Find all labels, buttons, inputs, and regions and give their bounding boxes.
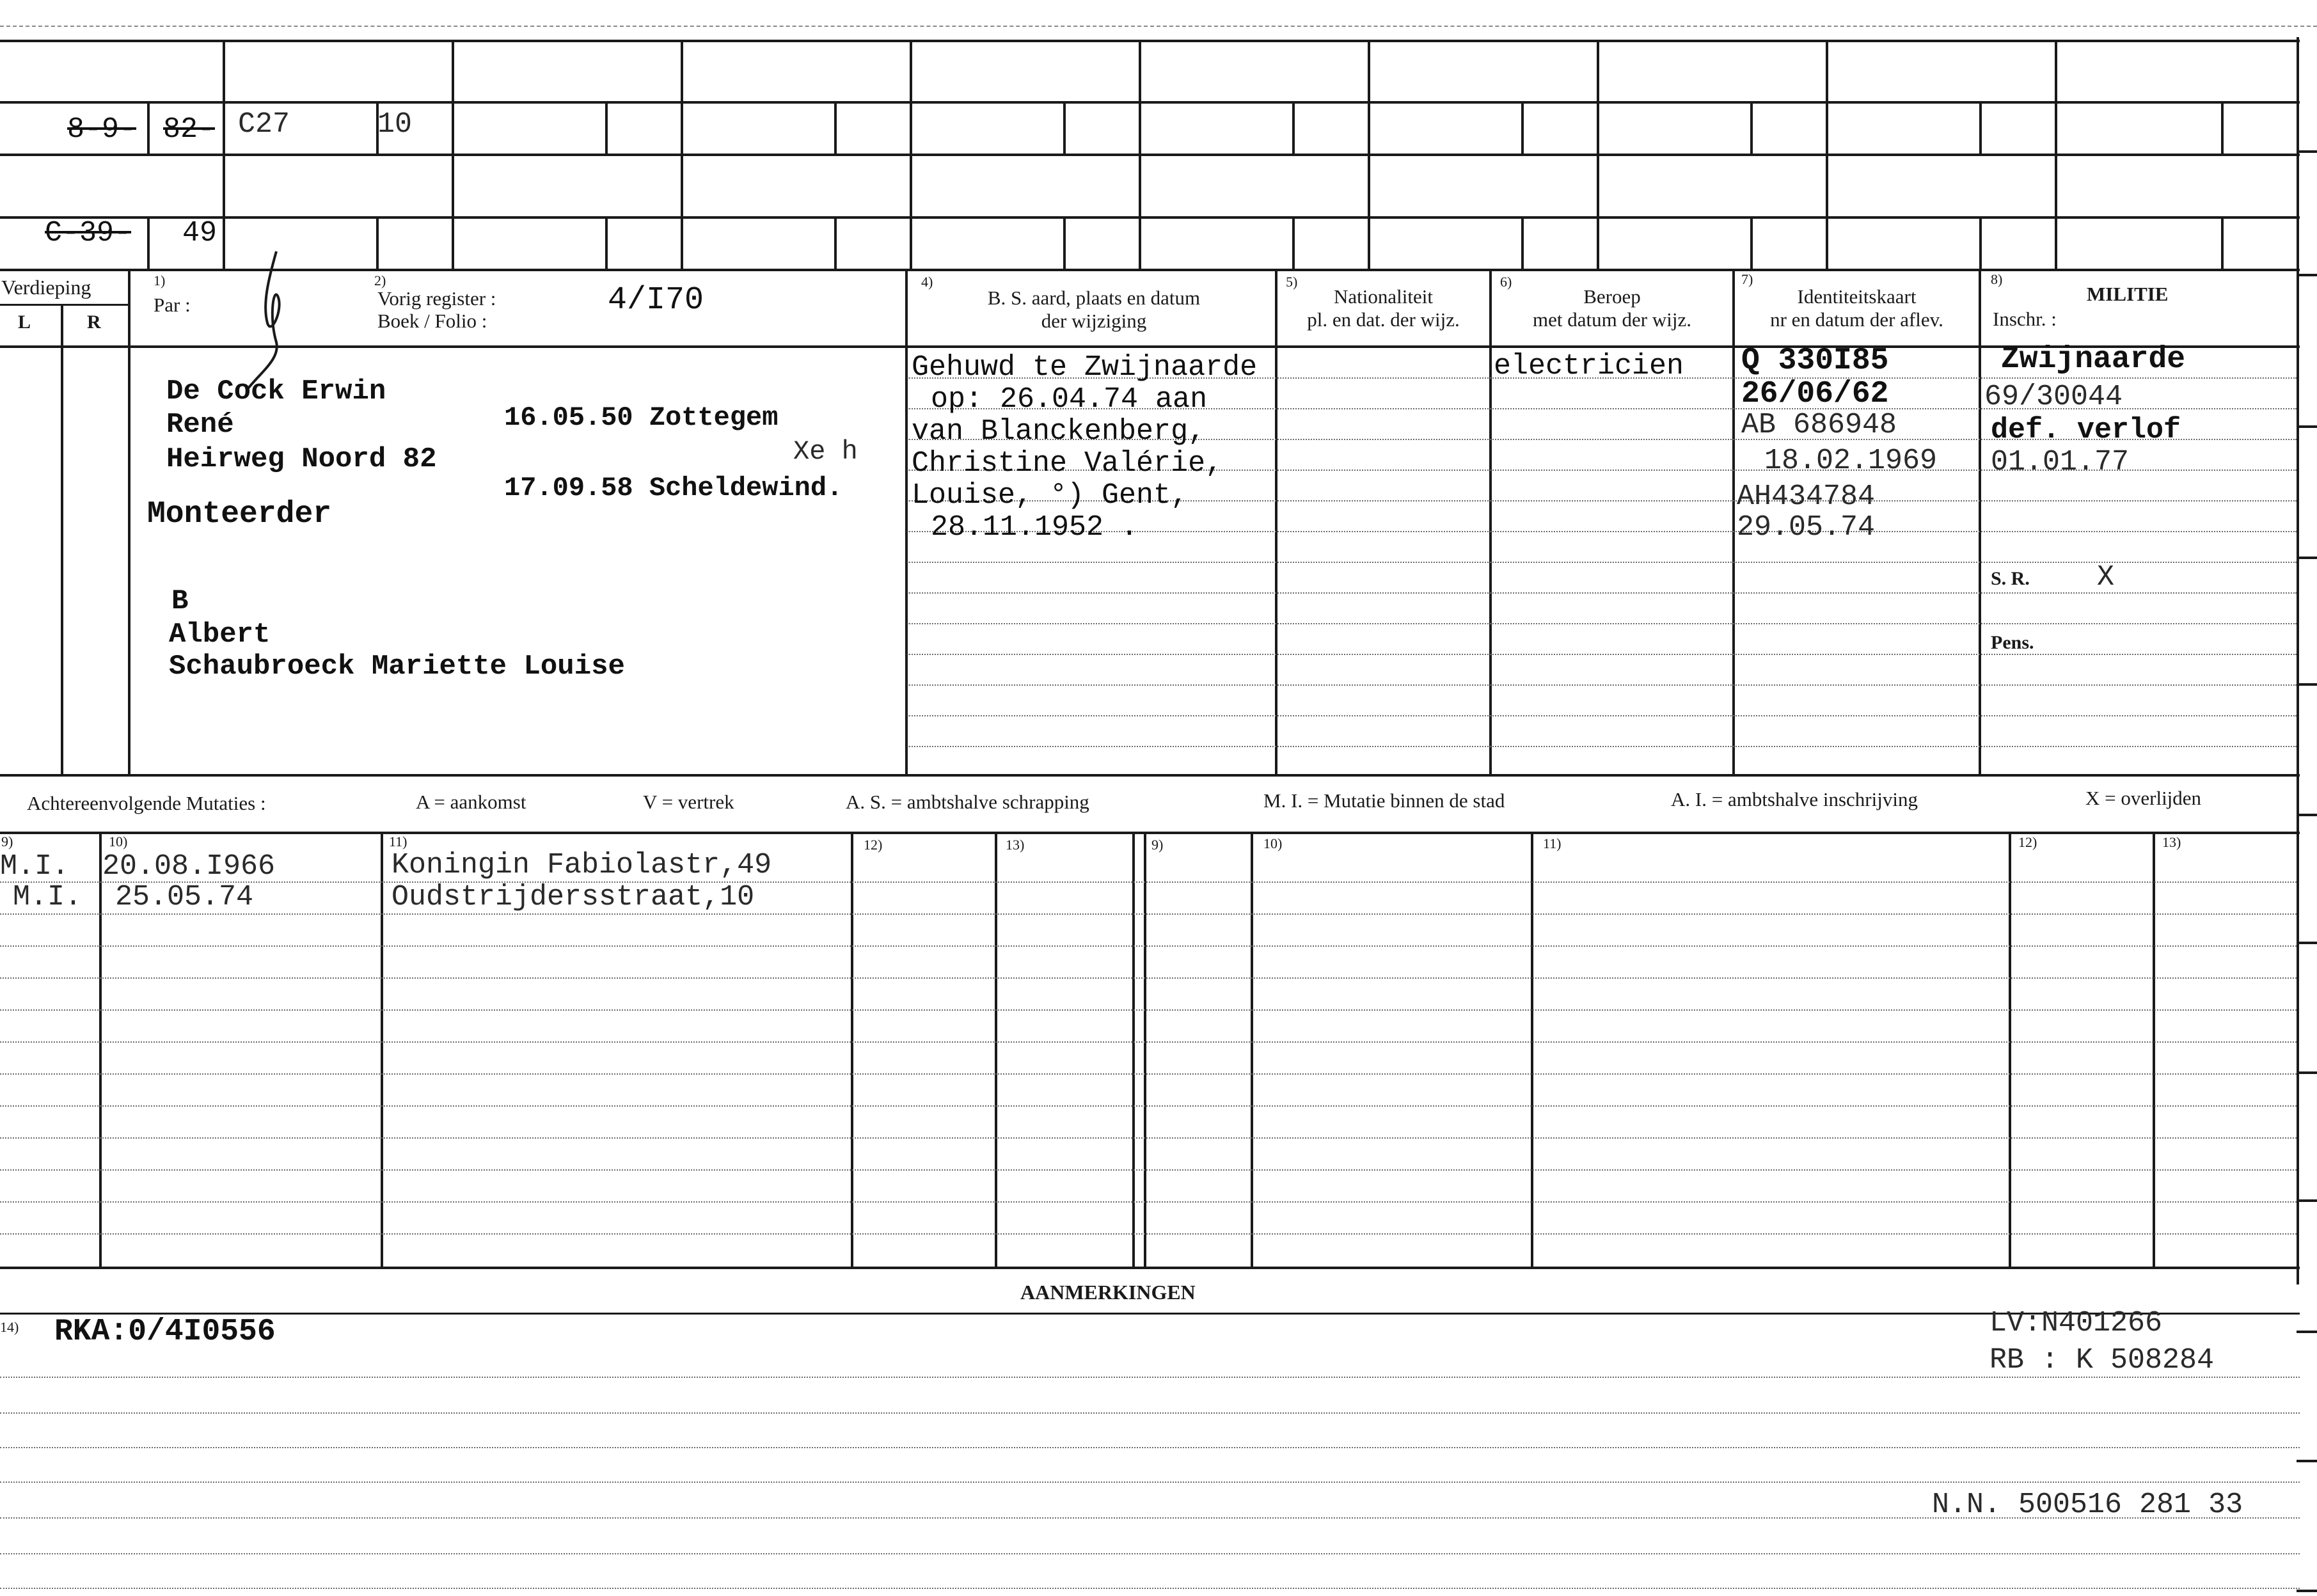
handwritten-stroke — [243, 246, 339, 393]
col-n12-right: 12) — [2018, 834, 2037, 850]
paper-edge — [0, 26, 2317, 27]
militie-code: 69/30044 — [1984, 381, 2123, 413]
header-beroep-line2: met datum der wijz. — [1533, 308, 1691, 331]
header-id-line2: nr en datum der aflev. — [1770, 308, 1943, 331]
identity-line: Q 330I85 — [1741, 344, 1889, 378]
legend-schrapping: A. S. = ambtshalve schrapping — [846, 791, 1089, 813]
legend-title: Achtereenvolgende Mutaties : — [27, 792, 266, 814]
header-militie: MILITIE — [2087, 283, 2169, 305]
col-n10-right: 10) — [1263, 835, 1283, 851]
spouse-code: B — [171, 585, 189, 617]
col-n10: 10) — [109, 834, 128, 849]
col-n12: 12) — [864, 837, 883, 853]
remarks-nn: N.N. 500516 281 33 — [1932, 1489, 2243, 1521]
header-n2: 2) — [374, 273, 386, 288]
header-id-line1: Identiteitskaart — [1797, 285, 1917, 308]
mutation-address: Koningin Fabiolastr,49 — [391, 849, 772, 881]
header-identiteitskaart — [1734, 285, 1980, 331]
remarks-rka: RKA:0/4I0556 — [54, 1315, 276, 1349]
header-verdieping: Verdieping — [1, 276, 91, 299]
top-row1-b: 82- — [163, 113, 216, 146]
header-vorig-register: Vorig register : — [377, 287, 496, 310]
person-occupation: Monteerder — [147, 497, 332, 532]
mutation-address: Oudstrijdersstraat,10 — [391, 881, 755, 913]
person-birth: 16.05.50 Zottegem — [504, 402, 779, 433]
header-bs — [915, 287, 1273, 332]
civil-line: Gehuwd te Zwijnaarde — [912, 351, 1258, 384]
mutation-type: M.I. — [13, 881, 83, 913]
top-row1-d: 10 — [377, 108, 413, 141]
header-nationaliteit — [1276, 285, 1491, 331]
top-row2-a: C-39- — [45, 217, 132, 249]
header-bs-line1: B. S. aard, plaats en datum — [987, 287, 1201, 309]
header-nat-line1: Nationaliteit — [1334, 285, 1433, 308]
remarks-title: AANMERKINGEN — [1020, 1281, 1196, 1304]
header-beroep — [1491, 285, 1734, 331]
col-n9-right: 9) — [1151, 837, 1164, 853]
header-n4: 4) — [921, 274, 933, 290]
header-right: R — [87, 312, 101, 333]
person-first-name: René — [166, 409, 234, 441]
civil-line: op: 26.04.74 aan — [931, 383, 1208, 416]
remarks-n14: 14) — [0, 1319, 19, 1335]
header-boek-folio: Boek / Folio : — [377, 310, 487, 332]
identity-line: AB 686948 — [1741, 409, 1897, 441]
header-inschr: Inschr. : — [1993, 308, 2057, 330]
civil-line: Louise, °) Gent, — [912, 479, 1189, 512]
top-row1-a: 8-9- — [67, 113, 137, 146]
militie-status: def. verlof — [1991, 414, 2181, 446]
militie-sr-value: X — [2097, 561, 2115, 594]
col-n9: 9) — [1, 834, 13, 849]
top-row1-c: C27 — [238, 108, 290, 141]
militie-sr-label: S. R. — [1991, 568, 2030, 589]
beroep-value: electricien — [1494, 350, 1684, 383]
top-row2-b: 49 — [182, 217, 217, 249]
header-beroep-line1: Beroep — [1583, 285, 1641, 308]
header-n7: 7) — [1741, 271, 1753, 287]
spouse-first-name: Albert — [169, 619, 271, 651]
col-n13-right: 13) — [2162, 834, 2181, 850]
col-n11-right: 11) — [1543, 835, 1562, 851]
civil-line: van Blanckenberg, — [912, 415, 1206, 448]
remarks-lv: LV:N401266 — [1989, 1307, 2163, 1339]
identity-line: 29.05.74 — [1737, 511, 1876, 544]
header-n6: 6) — [1500, 274, 1512, 290]
header-n1: 1) — [154, 273, 166, 288]
identity-line: AH434784 — [1737, 480, 1876, 513]
person-mark: Xe h — [793, 436, 858, 467]
legend-mutatie: M. I. = Mutatie binnen de stad — [1263, 789, 1505, 812]
militie-place: Zwijnaarde — [2001, 342, 2186, 377]
identity-line: 18.02.1969 — [1764, 445, 1938, 477]
header-nat-line2: pl. en dat. der wijz. — [1307, 308, 1460, 331]
header-n8: 8) — [1991, 271, 2003, 287]
civil-line: Christine Valérie, — [912, 447, 1223, 480]
remarks-rb: RB : K 508284 — [1989, 1344, 2215, 1377]
col-n11: 11) — [389, 834, 407, 849]
legend-vertrek: V = vertrek — [643, 791, 734, 813]
militie-pens-label: Pens. — [1991, 632, 2034, 653]
header-par: Par : — [154, 294, 191, 316]
legend-inschrijving: A. I. = ambtshalve inschrijving — [1671, 788, 1918, 810]
mutation-type: M.I. — [0, 850, 70, 883]
civil-line: 28.11.1952 . — [931, 511, 1139, 544]
person-name: De Cock Erwin — [166, 375, 386, 407]
mutation-date: 25.05.74 — [115, 881, 254, 913]
mutation-date: 20.08.I966 — [102, 850, 276, 883]
legend-overlijden: X = overlijden — [2085, 787, 2202, 809]
legend-aankomst: A = aankomst — [416, 791, 526, 813]
identity-line: 26/06/62 — [1741, 377, 1889, 411]
header-n5: 5) — [1286, 274, 1298, 290]
header-left: L — [18, 312, 31, 333]
header-bs-line2: der wijziging — [1041, 309, 1147, 332]
spouse-name: Schaubroeck Mariette Louise — [169, 651, 625, 683]
col-n13: 13) — [1006, 837, 1025, 853]
vorig-register-value: 4/I70 — [608, 282, 704, 319]
person-address: Heirweg Noord 82 — [166, 443, 437, 475]
militie-date: 01.01.77 — [1991, 446, 2130, 478]
person-date2: 17.09.58 Scheldewind. — [504, 473, 843, 503]
